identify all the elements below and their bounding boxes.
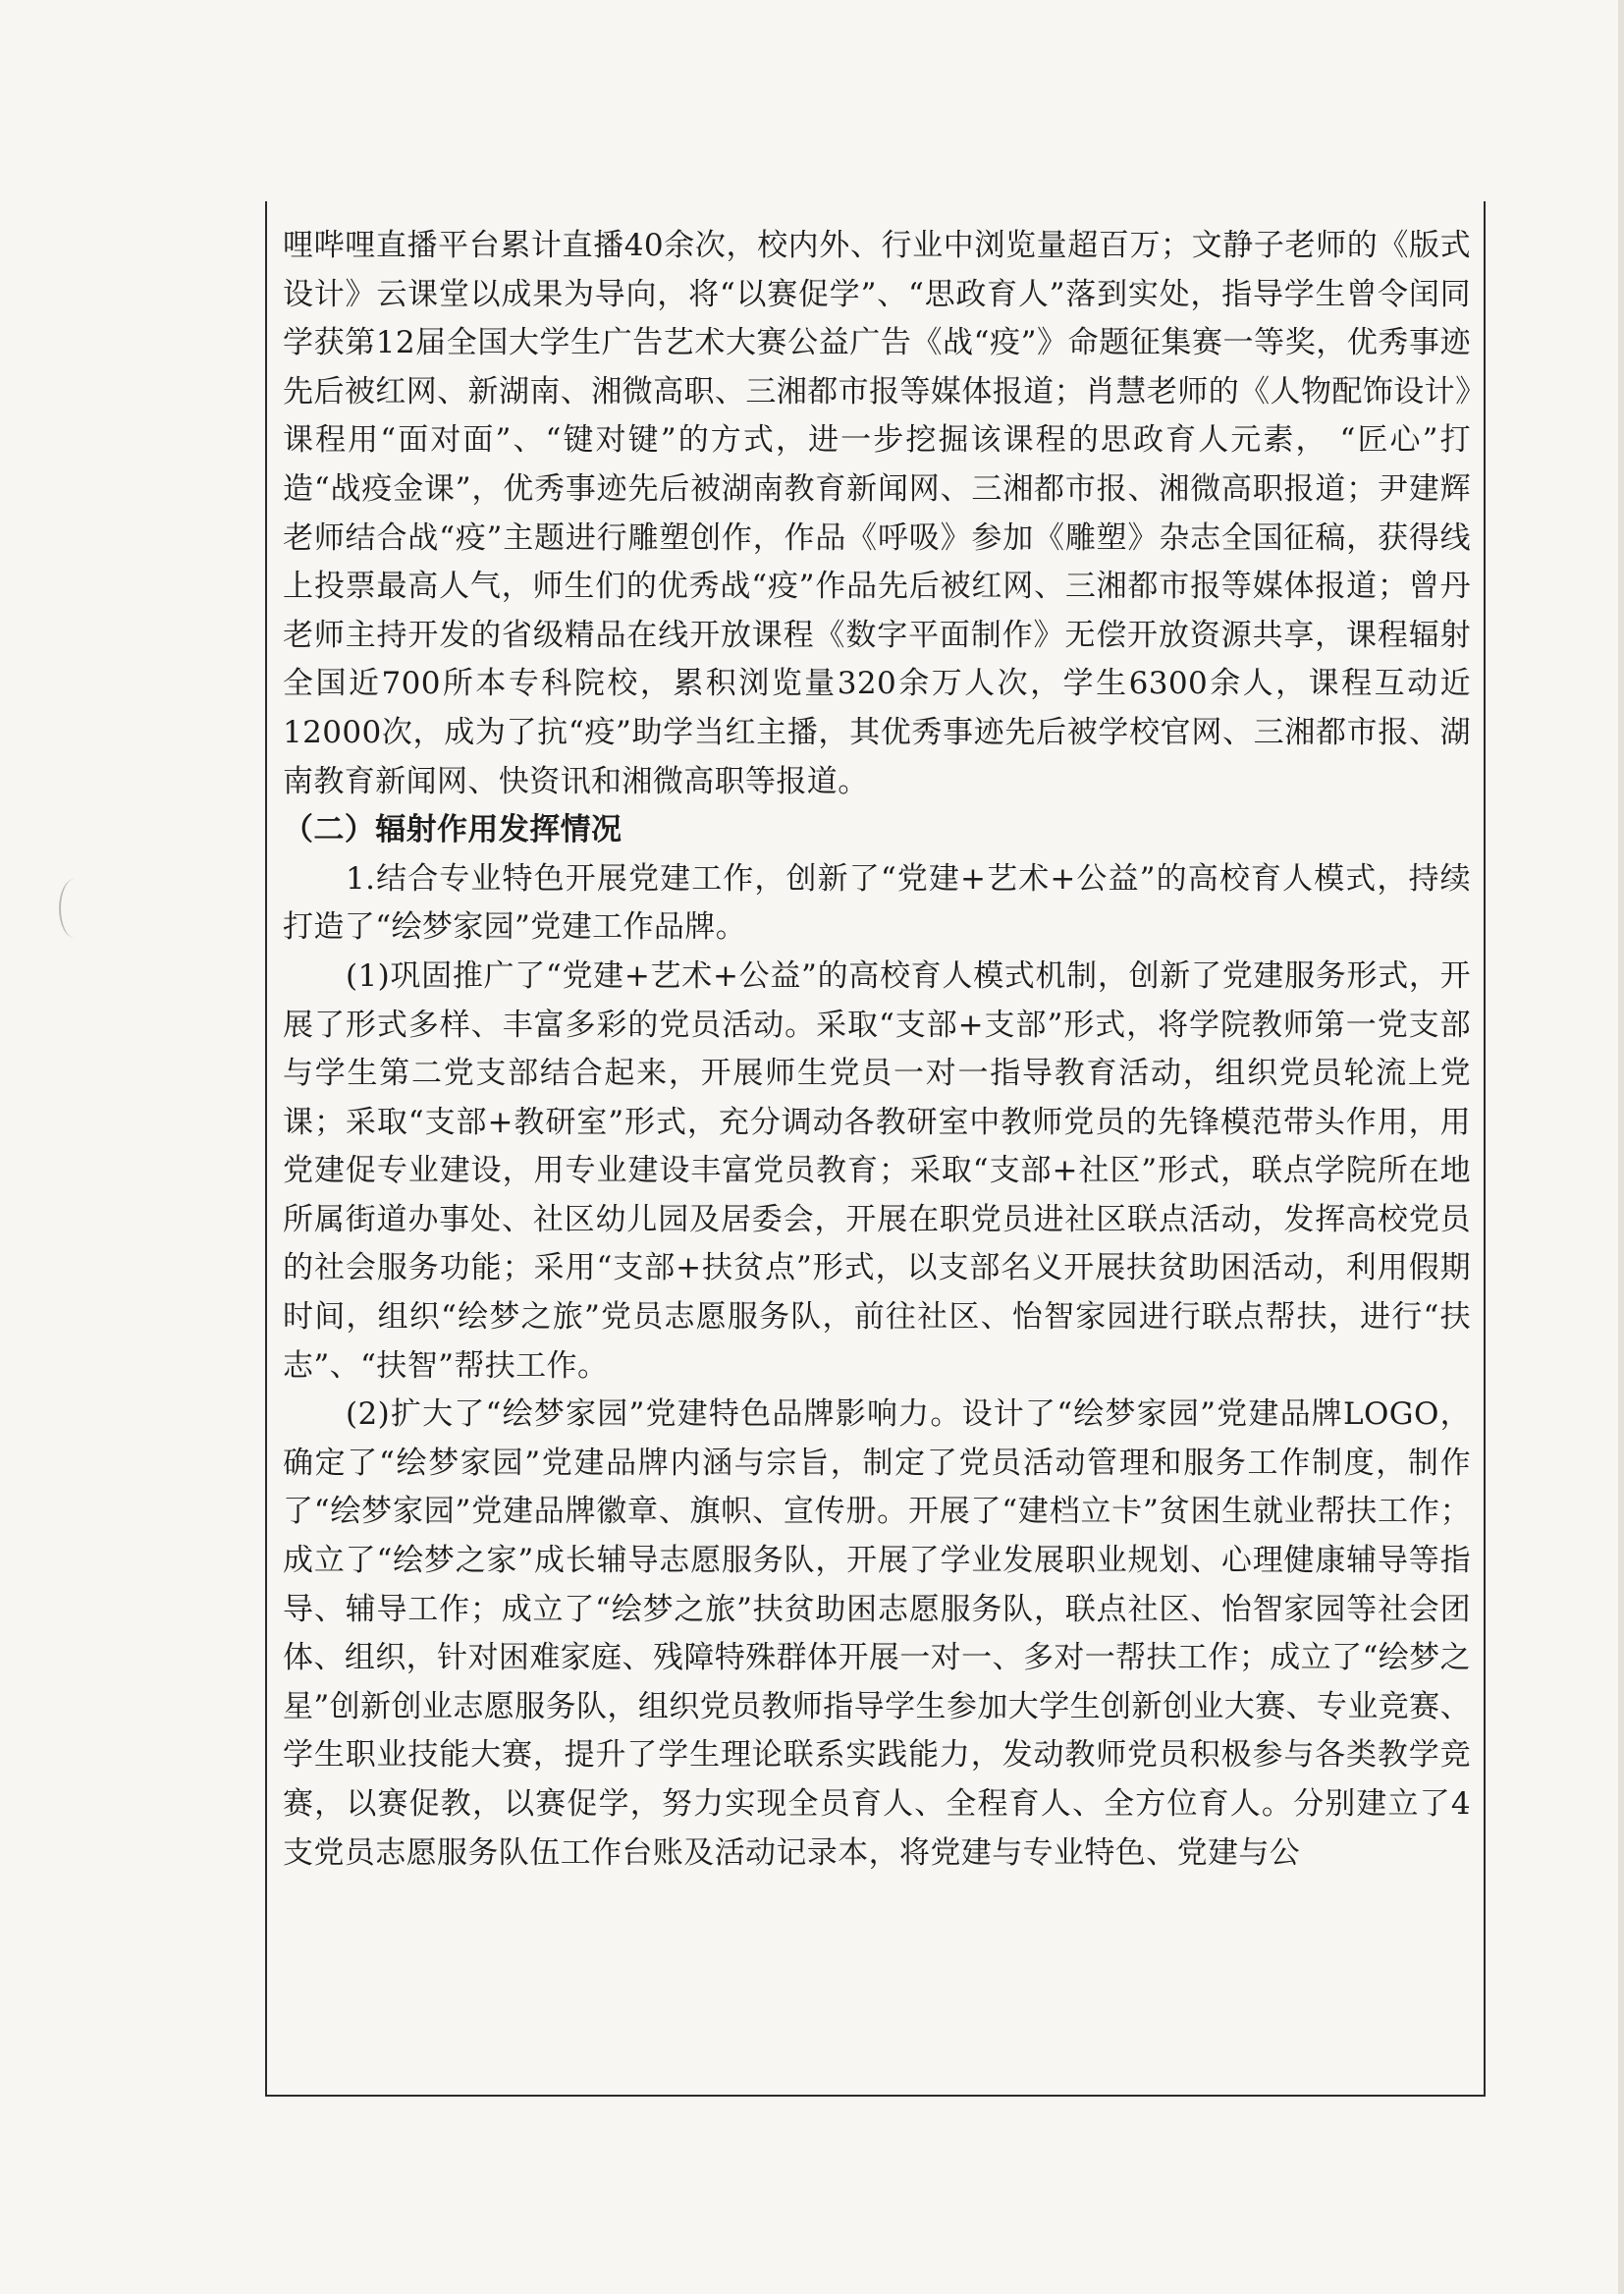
paragraph-item-1-2: (2)扩大了“绘梦家园”党建特色品牌影响力。设计了“绘梦家园”党建品牌LOGO，确定了“绘梦家园”党建品牌内涵与宗旨，制定了党员活动管理和服务工作制度，制作了“绘梦家园”党建品牌徽章、旗帜、宣传册。开展了“建档立卡”贫困生就业帮扶工作；成立了“绘梦之家”成长辅导志愿服务队，开展了学业发展职业规划、心理健康辅导等指导、辅导工作；成立了“绘梦之旅”扶贫助困志愿服务队，联点社区、怡智家园等社会团体、组织，针对困难家庭、残障特殊群体开展一对一、多对一帮扶工作；成立了“绘梦之星”创新创业志愿服务队，组织党员教师指导学生参加大学生创新创业大赛、专业竞赛、学生职业技能大赛，提升了学生理论联系实践能力，发动教师党员积极参与各类教学竞赛，以赛促教，以赛促学，努力实现全员育人、全程育人、全方位育人。分别建立了4支党员志愿服务队伍工作台账及活动记录本，将党建与专业特色、党建与公: [283, 1396, 1471, 1871]
binding-hole-mark: [59, 879, 90, 938]
section-heading: （二）辐射作用发挥情况: [283, 812, 623, 848]
document-body: [283, 222, 1471, 1878]
paragraph-continued: 哩哔哩直播平台累计直播40余次，校内外、行业中浏览量超百万；文静子老师的《版式设计》云课堂以成果为导向，将“以赛促学”、“思政育人”落到实处，指导学生曾令闰同学获第12届全国大学生广告艺术大赛公益广告《战“疫”》命题征集赛一等奖，优秀事迹先后被红网、新湖南、湘微高职、三湘都市报等媒体报道；肖慧老师的《人物配饰设计》课程用“面对面”、“键对键”的方式，进一步挖掘该课程的思政育人元素， “匠心”打造“战疫金课”，优秀事迹先后被湖南教育新闻网、三湘都市报、湘微高职报道；尹建辉老师结合战“疫”主题进行雕塑创作，作品《呼吸》参加《雕塑》杂志全国征稿，获得线上投票最高人气，师生们的优秀战“疫”作品先后被红网、三湘都市报等媒体报道；曾丹老师主持开发的省级精品在线开放课程《数字平面制作》无偿开放资源共享，课程辐射全国近700所本专科院校，累积浏览量320余万人次，学生6300余人，课程互动近12000次，成为了抗“疫”助学当红主播，其优秀事迹先后被学校官网、三湘都市报、湖南教育新闻网、快资讯和湘微高职等报道。: [283, 228, 1471, 799]
page-edge-shadow: [1618, 0, 1624, 2294]
paragraph-item-1: 1.结合专业特色开展党建工作，创新了“党建+艺术+公益”的高校育人模式，持续打造了“绘梦家园”党建工作品牌。: [283, 860, 1471, 946]
paragraph-item-1-1: (1)巩固推广了“党建+艺术+公益”的高校育人模式机制，创新了党建服务形式，开展了形式多样、丰富多彩的党员活动。采取“支部+支部”形式，将学院教师第一党支部与学生第二党支部结合起来，开展师生党员一对一指导教育活动，组织党员轮流上党课；采取“支部+教研室”形式，充分调动各教研室中教师党员的先锋模范带头作用，用党建促专业建设，用专业建设丰富党员教育；采取“支部+社区”形式，联点学院所在地所属街道办事处、社区幼儿园及居委会，开展在职党员进社区联点活动，发挥高校党员的社会服务功能；采用“支部+扶贫点”形式，以支部名义开展扶贫助困活动，利用假期时间，组织“绘梦之旅”党员志愿服务队，前往社区、怡智家园进行联点帮扶，进行“扶志”、“扶智”帮扶工作。: [283, 957, 1471, 1384]
